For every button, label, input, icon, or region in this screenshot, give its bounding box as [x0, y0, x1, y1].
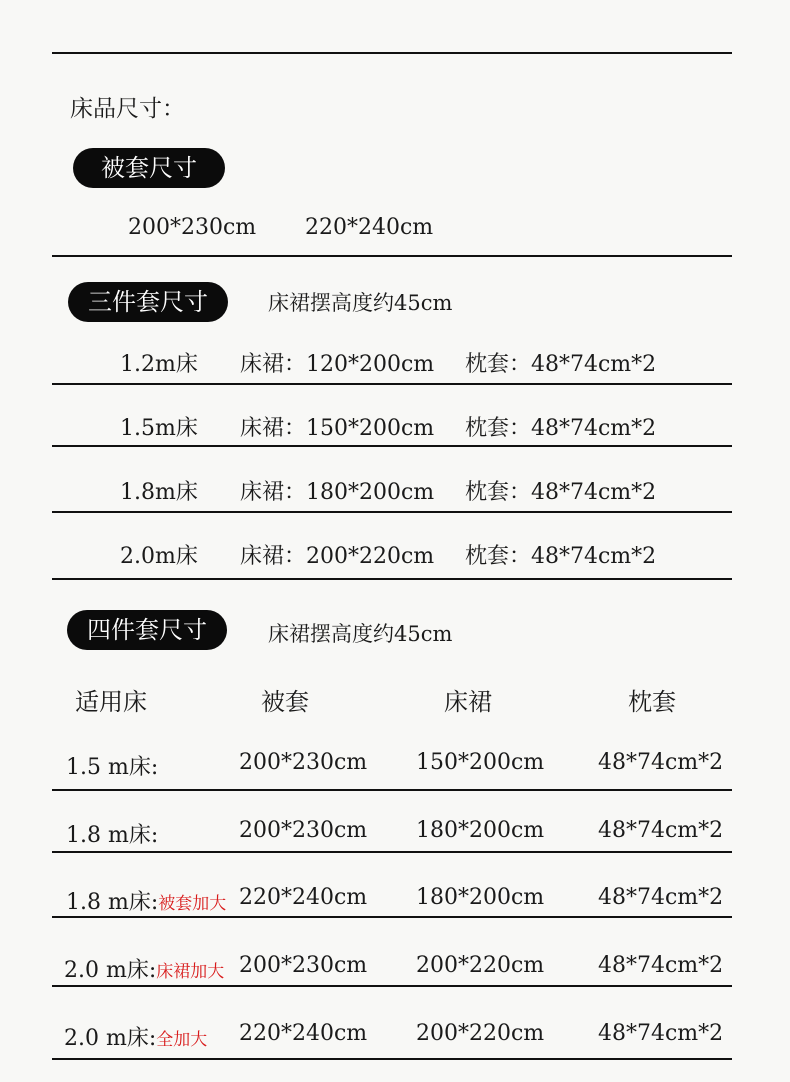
divider — [52, 916, 732, 918]
skirt-size: 床裙：120*200cm — [240, 352, 435, 377]
upgrade-tag: 全加大 — [156, 1030, 208, 1050]
bed-size: 1.2m床 — [120, 352, 198, 377]
duvet-size-2: 220*240cm — [305, 215, 434, 240]
bed-size — [64, 953, 224, 984]
header-pillow: 枕套 — [628, 688, 676, 716]
duvet-size: 200*230cm — [239, 953, 368, 978]
pillow-size: 48*74cm*2 — [598, 818, 724, 843]
bed-label: 1.5 m床: — [66, 755, 159, 780]
skirt-size: 床裙：200*220cm — [240, 544, 435, 569]
bed-size — [64, 1021, 207, 1052]
divider — [52, 851, 732, 853]
bed-size: 1.8m床 — [120, 480, 198, 505]
pillow-size: 48*74cm*2 — [598, 953, 724, 978]
divider — [52, 578, 732, 580]
divider — [52, 789, 732, 791]
divider — [52, 1058, 732, 1060]
duvet-size-1: 200*230cm — [128, 215, 257, 240]
skirt-size: 180*200cm — [416, 885, 545, 910]
bed-size — [66, 750, 158, 781]
bed-label: 1.8 m床: — [66, 890, 159, 915]
bed-size — [66, 818, 158, 849]
divider — [52, 255, 732, 257]
divider — [52, 511, 732, 513]
bed-label: 2.0 m床: — [64, 1026, 157, 1051]
skirt-size: 150*200cm — [416, 750, 545, 775]
upgrade-tag: 床裙加大 — [156, 962, 225, 982]
top-divider — [52, 52, 732, 54]
three-piece-note: 床裙摆高度约45cm — [268, 291, 453, 315]
header-skirt: 床裙 — [444, 688, 492, 716]
pillow-size: 枕套：48*74cm*2 — [465, 352, 657, 377]
pillow-size: 48*74cm*2 — [598, 885, 724, 910]
divider — [52, 383, 732, 385]
four-piece-pill: 四件套尺寸 — [67, 610, 227, 650]
pillow-size: 枕套：48*74cm*2 — [465, 480, 657, 505]
bed-label: 2.0 m床: — [64, 958, 157, 983]
duvet-size-pill: 被套尺寸 — [73, 148, 225, 188]
pillow-size: 48*74cm*2 — [598, 750, 724, 775]
header-duvet: 被套 — [261, 688, 309, 716]
pillow-size: 枕套：48*74cm*2 — [465, 416, 657, 441]
bed-size: 1.5m床 — [120, 416, 198, 441]
bed-size — [66, 885, 226, 916]
header-bed: 适用床 — [75, 688, 147, 716]
duvet-size: 200*230cm — [239, 818, 368, 843]
skirt-size: 200*220cm — [416, 1021, 545, 1046]
skirt-size: 200*220cm — [416, 953, 545, 978]
divider — [52, 445, 732, 447]
pillow-size: 枕套：48*74cm*2 — [465, 544, 657, 569]
pillow-size: 48*74cm*2 — [598, 1021, 724, 1046]
four-piece-note: 床裙摆高度约45cm — [268, 622, 453, 646]
duvet-size: 220*240cm — [239, 1021, 368, 1046]
skirt-size: 床裙：180*200cm — [240, 480, 435, 505]
bed-label: 1.8 m床: — [66, 823, 159, 848]
divider — [52, 985, 732, 987]
upgrade-tag: 被套加大 — [158, 894, 227, 914]
duvet-size: 200*230cm — [239, 750, 368, 775]
three-piece-pill: 三件套尺寸 — [68, 282, 228, 322]
duvet-size: 220*240cm — [239, 885, 368, 910]
bed-size: 2.0m床 — [120, 544, 198, 569]
page-title: 床品尺寸： — [70, 96, 185, 122]
skirt-size: 180*200cm — [416, 818, 545, 843]
skirt-size: 床裙：150*200cm — [240, 416, 435, 441]
